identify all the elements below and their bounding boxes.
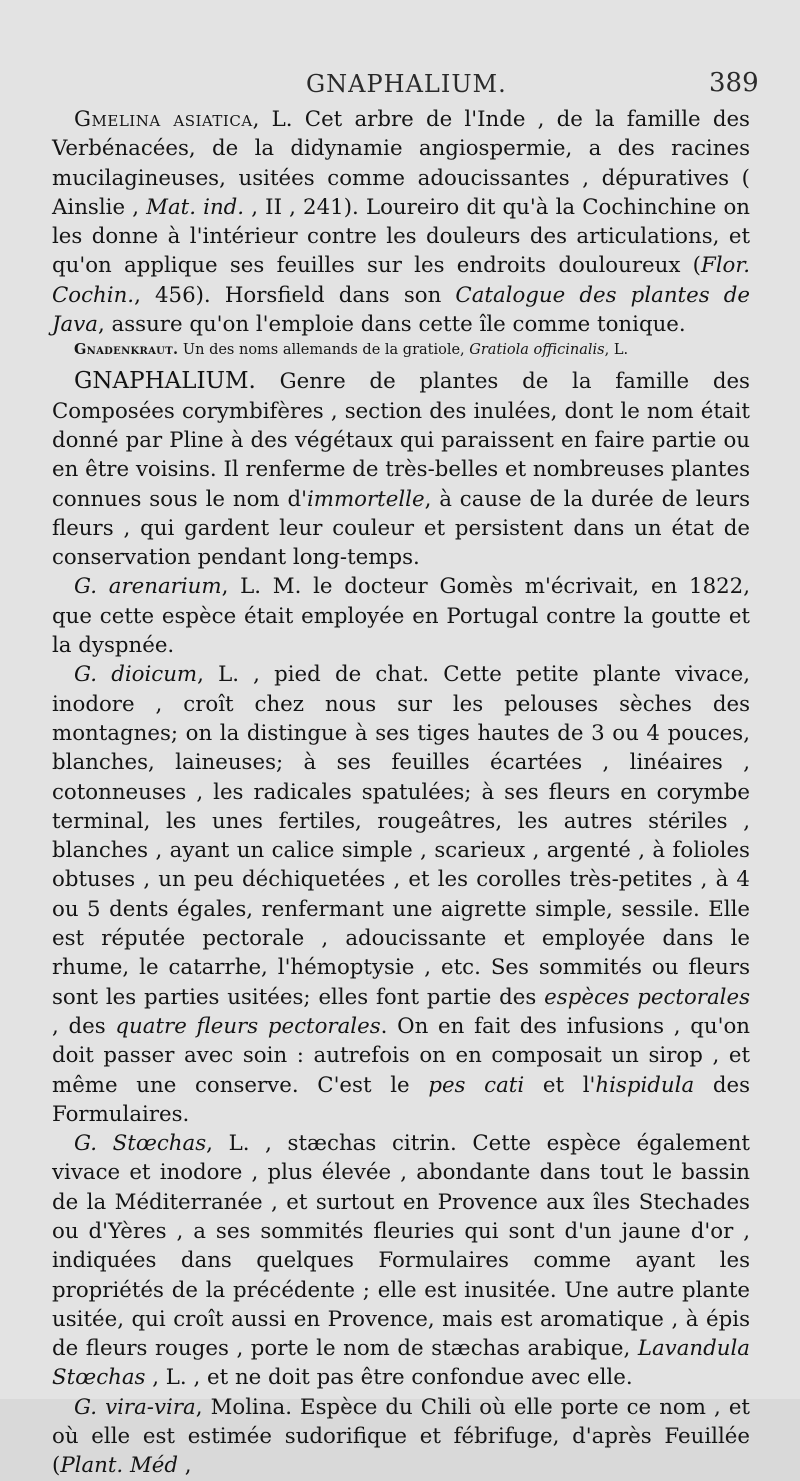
entry-text: , assure qu'on l'emploie dans cette île comme tonique.: [97, 312, 686, 338]
entry-text: Genre de plantes de la famille des Composées corymbifères , section des inulées, dont le nom était donné par Pline à des végétaux qui paraissent en faire partie ou en être voisins. Il renferme de très-belles et nombreuses plantes connues sous le nom d': [52, 369, 750, 512]
species-name: G. arenarium: [74, 574, 222, 600]
entry-text: des Formulaires.: [52, 1072, 751, 1127]
entry-arenarium: [52, 572, 750, 660]
entry-text: , L.: [604, 342, 629, 359]
page-header: [0, 64, 800, 104]
term: pes cati: [428, 1072, 525, 1098]
entry-gmelina: [52, 105, 750, 339]
species-name: G. dioicum: [74, 662, 198, 688]
entry-text: et l': [524, 1072, 596, 1098]
entry-dioicum: [52, 660, 750, 1129]
entry-text: , à cause de la durée de leurs fleurs , qui gardent leur couleur et persistent dans un état de conservation pendant long-temps.: [52, 486, 750, 571]
entry-headword: GNAPHALIUM.: [74, 368, 256, 395]
citation: Flor. Cochin.: [52, 253, 750, 308]
species-name: Gratiola officinalis: [469, 342, 605, 359]
species-name: G. vira-vira: [74, 1394, 196, 1420]
entry-text: , L. , pied de chat. Cette petite plante vivace, inodore , croît chez nous sur les pelouses sèches des montagnes; on la distingue à ses tiges hautes de 3 ou 4 pouces, blanches, laineuses; à ses feuilles écartées , linéaires , cotonneuses , les radicales spatulées; à ses fleurs en corymbe terminal, les unes fertiles, rougeâtres, les autres stériles , blanches , ayant un calice simple , scarieux , argenté , à folioles obtuses , un peu déchiquetées , et les corolles très-petites , à 4 ou 5 dents égales, renfermant une aigrette simple, sessile. Elle est réputée pectorale , adoucissante et employée dans le rhume, le catarrhe, l'hémoptysie , etc. Ses sommités ou fleurs sont les parties usitées; elles font partie des: [52, 662, 750, 1010]
term: espèces pectorales: [544, 984, 751, 1010]
entry-text: , II , 241). Loureiro dit qu'à la Cochinchine on les donne à l'intérieur contre les douleurs des articulations, et qu'on applique ses feuilles sur les endroits douloureux (: [52, 194, 751, 279]
entry-text: , L. , et ne doit pas être confondue avec elle.: [145, 1365, 633, 1391]
species-name: Lavandula Stœchas: [52, 1336, 750, 1391]
entry-headword: Gnadenkraut.: [74, 341, 179, 359]
entry-stoechas: [52, 1129, 750, 1393]
entry-text: Un des noms allemands de la gratiole,: [178, 342, 470, 359]
term: immortelle: [306, 486, 425, 512]
entry-vira-vira: [52, 1393, 750, 1481]
species-name: G. Stœchas: [74, 1131, 207, 1157]
entry-text: , L. , stæchas citrin. Cette espèce également vivace et inodore , plus élevée , abondante dans tout le bassin de la Méditerranée , et surtout en Provence aux îles Stechades ou d'Yères , a ses sommités fleuries qui sont d'un jaune d'or , indiquées dans quelques Formulaires comme ayant les propriétés de la précédente ; elle est inusitée. Une autre plante usitée, qui croît aussi en Provence, mais est aromatique , à épis de fleurs rouges , porte le nom de stæchas arabique,: [52, 1131, 750, 1362]
citation: Catalogue des plantes de Java: [52, 282, 750, 338]
entry-text: , Molina. Espèce du Chili où elle porte ce nom , et où elle est estimée sudorifique et fébrifuge, d'après Feuillée (: [52, 1394, 750, 1479]
term: hispidula: [595, 1072, 695, 1098]
entry-text: , L. Cet arbre de l'Inde , de la famille des Verbénacées, de la didynamie angiospermie, a des racines mucilagineuses, usitées comme adoucissantes , dépuratives ( Ainslie ,: [52, 107, 750, 220]
citation: Plant. Méd: [60, 1453, 179, 1479]
entry-gnadenkraut: [52, 339, 750, 361]
entry-headword: Gmelina asiatica: [74, 107, 253, 132]
entry-text: , L. M. le docteur Gomès m'écrivait, en 1822, que cette espèce était employée en Portugal contre la goutte et la dyspnée.: [52, 574, 750, 659]
term: quatre fleurs pectorales: [115, 1013, 381, 1039]
citation: Mat. ind.: [146, 194, 245, 220]
entry-gnaphalium: [52, 367, 750, 572]
entry-text: ,: [178, 1453, 192, 1479]
page-body: [52, 105, 750, 1481]
page-number: 389: [709, 68, 759, 98]
entry-text: , 456). Horsfield dans son: [134, 282, 456, 308]
entry-text: . On en fait des infusions , qu'on doit passer avec soin : autrefois on en composait un sirop , et même une conserve. C'est le: [52, 1013, 750, 1098]
entry-text: , des: [52, 1013, 116, 1039]
running-title: GNAPHALIUM.: [306, 70, 507, 98]
